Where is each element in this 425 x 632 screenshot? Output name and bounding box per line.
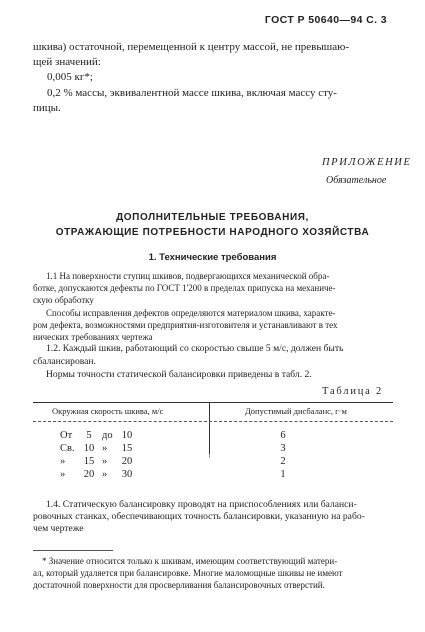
intro-line: щей значений: [33, 56, 101, 68]
table-header-speed: Окружная скорость шкива, м/с [52, 406, 164, 416]
paragraph-line: ром дефекта, возможностями предприятия-изготовителя и устанавливают в тех [33, 320, 338, 330]
footnote-line: ал, который удаляется при балансировке. Многие маломощные шкивы не имеют [33, 568, 343, 578]
paragraph-line: Нормы точности статической балансировки приведены в табл. 2. [46, 369, 312, 380]
intro-line: пицы. [33, 102, 61, 114]
row-prefix: » [60, 469, 66, 480]
table-header-imbalance: Допустимый дисбаланс, г·м [245, 406, 347, 416]
row-to: 30 [121, 469, 133, 480]
row-sep: » [102, 456, 108, 467]
intro-line: шкива) остаточной, перемещенной к центру массой, не превышаю- [33, 41, 350, 53]
row-value: 2 [280, 456, 286, 467]
footnote-separator [33, 550, 113, 551]
section-heading: 1. Технические требования [148, 252, 277, 263]
intro-line: 0,2 % массы, эквивалентной массе шкива, включая массу сту- [47, 87, 337, 99]
paragraph-line: 1.4. Статическую балансировку проводят на приспособлениях или баланси- [46, 499, 357, 510]
row-value: 6 [280, 430, 286, 441]
paragraph-line: чем чертеже [33, 523, 84, 534]
footnote-line: достаточной поверхности для просверливания балансировочных отверстий. [33, 580, 325, 590]
row-to: 10 [121, 430, 133, 441]
row-sep: до [102, 430, 113, 441]
page-header: ГОСТ Р 50640—94 С. 3 [264, 14, 387, 26]
row-value: 1 [280, 469, 286, 480]
row-from: 20 [83, 469, 95, 480]
row-sep: » [102, 443, 108, 454]
row-from: 5 [86, 430, 92, 441]
paragraph-line: нических требованиях чертежа [33, 332, 153, 342]
appendix-status: Обязательное [326, 175, 387, 186]
paragraph-line: ровочных станках, обеспечивающих точность балансировки, указанную на рабо- [33, 511, 365, 522]
appendix-title-line1: ДОПОЛНИТЕЛЬНЫЕ ТРЕБОВАНИЯ, [116, 212, 309, 223]
row-value: 3 [280, 443, 286, 454]
row-prefix: От [60, 430, 73, 441]
row-prefix: Св. [60, 443, 75, 454]
row-to: 15 [121, 443, 133, 454]
table-label: Таблица 2 [322, 386, 384, 397]
table-top-rule [33, 402, 393, 403]
paragraph-line: ботке, допускаются дефекты по ГОСТ 1'200 в пределах припуска на механиче- [33, 283, 336, 293]
row-from: 15 [83, 456, 95, 467]
paragraph-line: сбалансирован. [33, 356, 96, 367]
row-sep: » [102, 469, 108, 480]
paragraph-line: скую обработку [33, 295, 94, 305]
footnote-line: * Значение относится только к шкивам, имеющим соответствующий матери- [42, 556, 338, 566]
paragraph-line: 1.2. Каждый шкив, работающий со скоростью свыше 5 м/с, должен быть [46, 343, 344, 354]
paragraph-line: 1.1 На поверхности ступиц шкивов, подвергающихся механической обра- [46, 271, 330, 281]
table-column-divider-lower [209, 428, 210, 458]
appendix-label: ПРИЛОЖЕНИЕ [322, 157, 412, 168]
appendix-title-line2: ОТРАЖАЮЩИЕ ПОТРЕБНОСТИ НАРОДНОГО ХОЗЯЙСТВА [55, 227, 370, 238]
paragraph-line: Способы исправления дефектов определяются материалом шкива, характе- [46, 308, 336, 318]
row-to: 20 [121, 456, 133, 467]
table-header-rule [33, 421, 393, 422]
intro-line: 0,005 кг*; [47, 71, 93, 83]
row-from: 10 [83, 443, 95, 454]
row-prefix: » [60, 456, 66, 467]
